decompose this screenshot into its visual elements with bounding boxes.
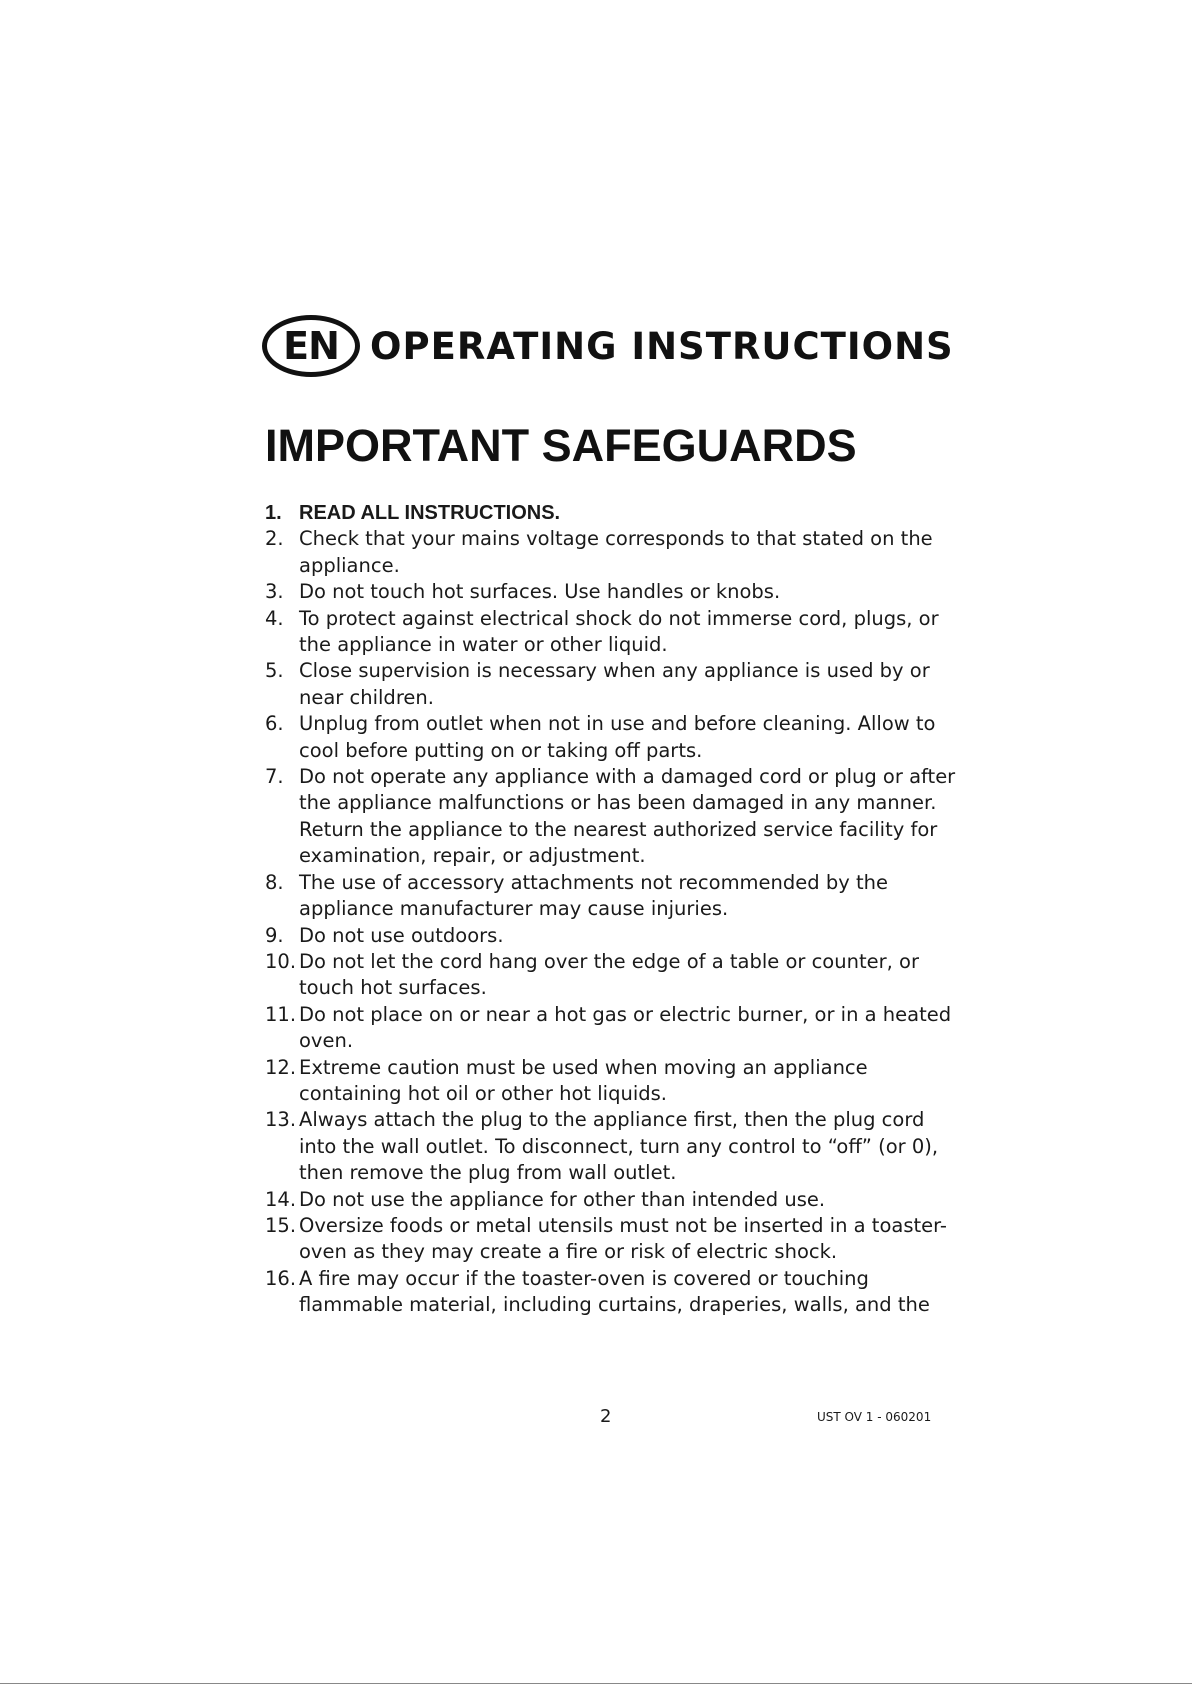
- safeguard-item-text: Unplug from outlet when not in use and before cleaning. Allow to cool before putting on or taking off parts.: [299, 712, 936, 762]
- safeguard-item-number: 1.: [265, 502, 282, 524]
- safeguard-item: [265, 923, 965, 949]
- safeguard-item: [265, 579, 965, 605]
- safeguard-item-number: 15.: [265, 1213, 297, 1237]
- safeguard-item-text: Always attach the plug to the appliance first, then the plug cord into the wall outlet. To disconnect, turn any control to “off” (or 0), then remove the plug from wall outlet.: [299, 1108, 939, 1185]
- safeguard-item-text: Check that your mains voltage corresponds to that stated on the appliance.: [299, 527, 933, 577]
- safeguard-item-text: Extreme caution must be used when moving an appliance containing hot oil or other hot liquids.: [299, 1055, 868, 1105]
- safeguard-item-number: 2.: [265, 527, 284, 551]
- page-number: 2: [600, 1406, 612, 1427]
- safeguards-list: [265, 500, 965, 1319]
- safeguard-item: [265, 1187, 965, 1213]
- safeguard-item-number: 6.: [265, 712, 284, 736]
- operating-instructions-title: OPERATING INSTRUCTIONS: [370, 324, 954, 368]
- language-badge: EN: [262, 315, 360, 377]
- safeguard-item-number: 11.: [265, 1002, 297, 1026]
- safeguard-item-number: 7.: [265, 765, 284, 789]
- safeguard-item-number: 3.: [265, 580, 284, 604]
- safeguard-item-text: Close supervision is necessary when any appliance is used by or near children.: [299, 659, 930, 709]
- safeguard-item-text: Do not place on or near a hot gas or electric burner, or in a heated oven.: [299, 1002, 952, 1053]
- safeguard-item-number: 9.: [265, 923, 284, 947]
- safeguard-item-text: Do not touch hot surfaces. Use handles or knobs.: [299, 580, 781, 604]
- safeguard-item-text: Oversize foods or metal utensils must not be inserted in a toaster-oven as they may create a fire or risk of electric shock.: [299, 1213, 947, 1264]
- document-code: UST OV 1 - 060201: [817, 1410, 932, 1424]
- language-header: [262, 310, 954, 382]
- safeguard-item-text: To protect against electrical shock do not immerse cord, plugs, or the appliance in water or other liquid.: [299, 606, 939, 657]
- safeguard-item-number: 5.: [265, 659, 284, 683]
- safeguard-item-number: 14.: [265, 1187, 297, 1211]
- safeguard-item: [265, 711, 965, 764]
- safeguard-item: [265, 526, 965, 579]
- safeguard-item-number: 12.: [265, 1055, 297, 1079]
- safeguard-item: [265, 1055, 965, 1108]
- safeguard-item-number: 8.: [265, 870, 284, 894]
- safeguard-item-text: Do not operate any appliance with a damaged cord or plug or after the appliance malfunctions or has been damaged in any manner. Return the appliance to the nearest authorized service facility for examination, repair, or adjustment.: [299, 765, 956, 868]
- safeguard-item: [265, 606, 965, 659]
- safeguard-item: [265, 870, 965, 923]
- section-title: IMPORTANT SAFEGUARDS: [265, 420, 857, 471]
- safeguard-item-number: 4.: [265, 606, 284, 630]
- page-bottom-rule: [0, 1683, 1192, 1684]
- safeguard-item: [265, 949, 965, 1002]
- safeguard-item: [265, 764, 965, 870]
- safeguard-item: [265, 1213, 965, 1266]
- safeguard-item: [265, 658, 965, 711]
- safeguard-item-text: Do not let the cord hang over the edge of a table or counter, or touch hot surfaces.: [299, 949, 919, 1000]
- safeguard-item-number: 10.: [265, 949, 297, 973]
- safeguard-item-text: A fire may occur if the toaster-oven is covered or touching flammable material, including curtains, draperies, walls, and the: [299, 1266, 930, 1317]
- safeguard-item-text: READ ALL INSTRUCTIONS.: [299, 502, 561, 524]
- safeguard-item: [265, 1002, 965, 1055]
- safeguard-item-number: 13.: [265, 1108, 297, 1132]
- safeguard-item: [265, 1107, 965, 1186]
- safeguard-item-number: 16.: [265, 1266, 297, 1290]
- safeguard-item: [265, 500, 965, 526]
- safeguard-item-text: The use of accessory attachments not recommended by the appliance manufacturer may cause injuries.: [299, 870, 888, 921]
- safeguard-item: [265, 1266, 965, 1319]
- safeguard-item-text: Do not use the appliance for other than intended use.: [299, 1187, 826, 1211]
- safeguard-item-text: Do not use outdoors.: [299, 923, 504, 947]
